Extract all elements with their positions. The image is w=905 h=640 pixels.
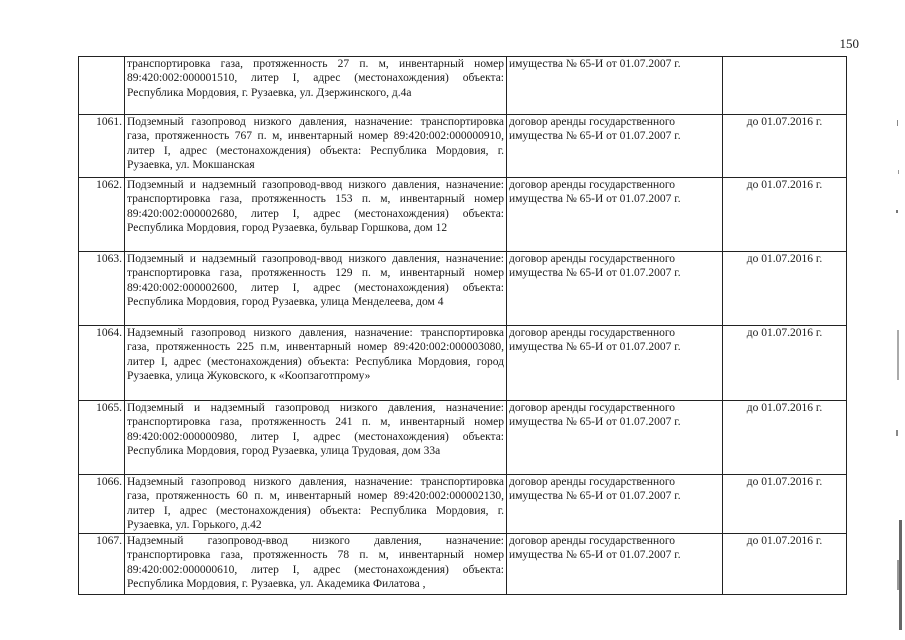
property-registry-table	[78, 56, 847, 595]
row-number: 1066.	[79, 475, 125, 534]
table-row	[79, 252, 847, 326]
lease-document: договор аренды государственного имущества № 65-И от 01.07.2007 г.	[507, 252, 723, 326]
row-number: 1063.	[79, 252, 125, 326]
lease-document: договор аренды государственного имущества № 65-И от 01.07.2007 г.	[507, 401, 723, 475]
table-row	[79, 401, 847, 475]
object-description: транспортировка газа, протяженность 27 п. м, инвентарный номер 89:420:002:000001510, литер I, адрес (местонахождения) объекта: Республика Мордовия, г. Рузаевка, ул. Дзержинского, д.4а	[125, 57, 507, 115]
lease-term	[723, 57, 847, 115]
row-number: 1067.	[79, 534, 125, 595]
lease-document: договор аренды государственного имущества № 65-И от 01.07.2007 г.	[507, 534, 723, 595]
lease-term: до 01.07.2016 г.	[723, 534, 847, 595]
row-number: 1062.	[79, 178, 125, 252]
row-number: 1061.	[79, 115, 125, 178]
table-row	[79, 57, 847, 115]
lease-document: договор аренды государственного имущества № 65-И от 01.07.2007 г.	[507, 326, 723, 401]
row-number	[79, 57, 125, 115]
lease-term: до 01.07.2016 г.	[723, 326, 847, 401]
lease-term: до 01.07.2016 г.	[723, 252, 847, 326]
table-row	[79, 178, 847, 252]
scan-edge-artifact	[895, 0, 905, 640]
lease-term: до 01.07.2016 г.	[723, 178, 847, 252]
row-number: 1065.	[79, 401, 125, 475]
lease-term: до 01.07.2016 г.	[723, 475, 847, 534]
object-description: Подземный и надземный газопровод-ввод низкого давления, назначение: транспортировка газа, протяженность 129 п. м, инвентарный номер 89:420:002:000002600, литер I, адрес (местонахождения) объекта: Республика Мордовия, город Рузаевка, улица Менделеева, дом 4	[125, 252, 507, 326]
object-description: Надземный газопровод низкого давления, назначение: транспортировка газа, протяженность 225 п.м, инвентарный номер 89:420:002:000003080, литер I, адрес (местонахождения) объекта: Республика Мордовия, город Рузаевка, улица Жуковского, к «Коопзаготпрому»	[125, 326, 507, 401]
lease-document: договор аренды государственного имущества № 65-И от 01.07.2007 г.	[507, 115, 723, 178]
object-description: Подземный и надземный газопровод низкого давления, назначение: транспортировка газа, протяженность 241 п. м, инвентарный номер 89:420:002:000000980, литер I, адрес (местонахождения) объекта: Республика Мордовия, город Рузаевка, улица Трудовая, дом 33а	[125, 401, 507, 475]
table-row	[79, 115, 847, 178]
object-description: Надземный газопровод низкого давления, назначение: транспортировка газа, протяженность 60 п. м, инвентарный номер 89:420:002:000002130, литер I, адрес (местонахождения) объекта: Республика Мордовия, г. Рузаевка, ул. Горького, д.42	[125, 475, 507, 534]
lease-term: до 01.07.2016 г.	[723, 401, 847, 475]
page-number: 150	[839, 36, 859, 51]
object-description: Подземный и надземный газопровод-ввод низкого давления, назначение: транспортировка газа, протяженность 153 п. м, инвентарный номер 89:420:002:000002680, литер I, адрес (местонахождения) объекта: Республика Мордовия, город Рузаевка, бульвар Горшкова, дом 12	[125, 178, 507, 252]
lease-document: имущества № 65-И от 01.07.2007 г.	[507, 57, 723, 115]
lease-document: договор аренды государственного имущества № 65-И от 01.07.2007 г.	[507, 475, 723, 534]
table-row	[79, 326, 847, 401]
object-description: Надземный газопровод-ввод низкого давления, назначение: транспортировка газа, протяженность 78 п. м, инвентарный номер 89:420:002:000000610, литер I, адрес (местонахождения) объекта: Республика Мордовия, г. Рузаевка, ул. Академика Филатова ,	[125, 534, 507, 595]
table-row	[79, 475, 847, 534]
table-row	[79, 534, 847, 595]
object-description: Подземный газопровод низкого давления, назначение: транспортировка газа, протяженность 767 п. м, инвентарный номер 89:420:002:000000910, литер I, адрес (местонахождения) объекта: Республика Мордовия, г. Рузаевка, ул. Мокшанская	[125, 115, 507, 178]
lease-term: до 01.07.2016 г.	[723, 115, 847, 178]
row-number: 1064.	[79, 326, 125, 401]
lease-document: договор аренды государственного имущества № 65-И от 01.07.2007 г.	[507, 178, 723, 252]
